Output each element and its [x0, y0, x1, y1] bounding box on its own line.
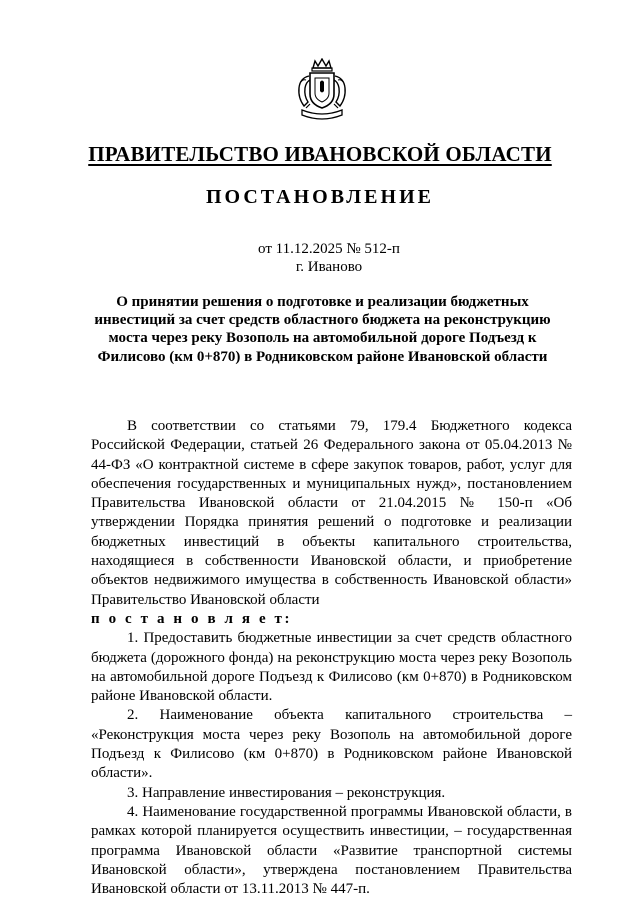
- document-meta: [0, 240, 640, 276]
- organization-name: ПРАВИТЕЛЬСТВО ИВАНОВСКОЙ ОБЛАСТИ: [88, 142, 552, 166]
- document-body: [91, 417, 572, 899]
- item-3: 3. Направление инвестирования – реконструкция.: [127, 784, 446, 801]
- item-2: 2. Наименование объекта капитального строительства – «Реконструкция моста через реку Возополь на автомобильной дороге Подъезд к Филисово (км 0+870) в Родниковском районе Ивановской области».: [91, 707, 572, 782]
- item-1: 1. Предоставить бюджетные инвестиции за счет средств областного бюджета (дорожного фонда) на реконструкцию моста через реку Возополь на автомобильной дороге Подъезд к Филисово (км 0+870) в Родниковском районе Ивановской области.: [91, 630, 572, 705]
- decree-word: п о с т а н о в л я е т:: [91, 610, 293, 627]
- preamble: [91, 417, 572, 629]
- document-type: ПОСТАНОВЛЕНИЕ: [206, 186, 434, 208]
- preamble-text: В соответствии со статьями 79, 179.4 Бюджетного кодекса Российской Федерации, статьей 26 Федерального закона от 05.04.2013 № 44-ФЗ «О контрактной системе в сфере закупок товаров, работ, услуг для обеспечения государственных и муниципальных нужд», постановлением Правительства Ивановской области от 21.04.2015 № 150-п «Об утверждении Порядка принятия решений о подготовке и реализации бюджетных инвестиций в объекты капитального строительства, находящиеся в собственности Ивановской области, и приобретение объектов недвижимого имущества в собственность Ивановской области» Правительство Ивановской области: [91, 418, 572, 608]
- document-title: О принятии решения о подготовке и реализации бюджетных инвестиций за счет средств областного бюджета на реконструкцию моста через реку Возополь на автомобильной дороге Подъезд к Филисово (км 0+870) в Родниковском районе Ивановской области: [94, 294, 551, 365]
- city: г. Иваново: [295, 259, 363, 275]
- date-number: от 11.12.2025 № 512-п: [258, 241, 400, 257]
- item-4: 4. Наименование государственной программы Ивановской области, в рамках которой планируется осуществить инвестиции, – государственная программа Ивановской области «Развитие транспортной системы Ивановской области», утверждена постановлением Правительства Ивановской области от 13.11.2013 № 447-п.: [91, 803, 572, 898]
- coat-of-arms-icon: [296, 58, 348, 124]
